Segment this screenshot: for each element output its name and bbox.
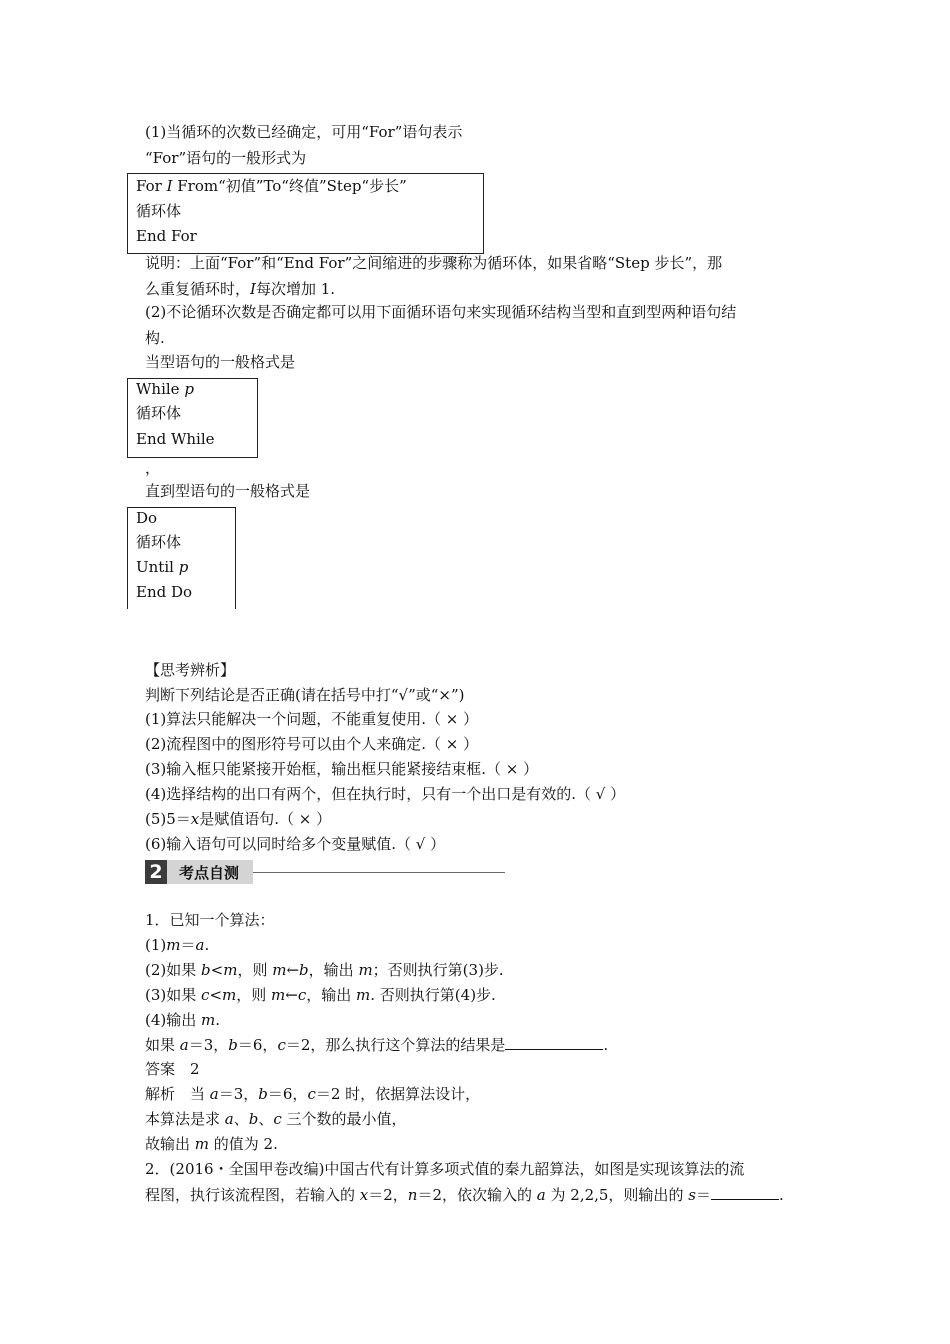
until-code-line-3: Until p <box>136 558 189 576</box>
for-code-line-1: For I From“初值”To“终值”Step“步长” <box>136 177 407 195</box>
answer-blank[interactable] <box>505 1034 603 1050</box>
think-item-2: (2)流程图中的图形符号可以由个人来确定.（ × ） <box>145 735 479 753</box>
q2-answer-blank[interactable] <box>711 1184 779 1200</box>
think-item-4: (4)选择结构的出口有两个，但在执行时，只有一个出口是有效的.（ √ ） <box>145 785 626 803</box>
while-code-line-2: 循环体 <box>136 404 182 422</box>
while-code-line-3: End While <box>136 430 215 448</box>
for-form-label: “For”语句的一般形式为 <box>145 149 307 167</box>
until-code-box <box>127 507 236 609</box>
while-intro: 当型语句的一般格式是 <box>145 353 296 371</box>
until-intro: 直到型语句的一般格式是 <box>145 482 311 500</box>
section-rule <box>253 872 505 873</box>
think-item-5: (5)5＝x是赋值语句.（ × ） <box>145 810 332 828</box>
for-note-line-2: 么重复循环时，I每次增加 1. <box>145 280 336 298</box>
q1-analysis-2: 本算法是求 a、b、c 三个数的最小值， <box>145 1110 407 1128</box>
for-code-line-2: 循环体 <box>136 202 182 220</box>
section-title: 考点自测 <box>167 860 253 884</box>
until-code-line-2: 循环体 <box>136 533 182 551</box>
q1-step-1: (1)m＝a. <box>145 936 210 954</box>
for-note-line-1: 说明：上面“For”和“End For”之间缩进的步骤称为循环体，如果省略“Step 步长”，那 <box>145 254 723 272</box>
q1-answer: 答案 2 <box>145 1060 200 1078</box>
until-code-line-1: Do <box>136 509 158 527</box>
loop-types-line-1: (2)不论循环次数是否确定都可以用下面循环语句来实现循环结构当型和直到型两种语句结 <box>145 303 737 321</box>
think-instruction: 判断下列结论是否正确(请在括号中打“√”或“×”) <box>145 686 465 704</box>
think-heading: 【思考辨析】 <box>145 661 236 679</box>
q1-analysis-1: 解析 当 a＝3，b＝6，c＝2 时，依据算法设计， <box>145 1085 481 1103</box>
for-intro: (1)当循环的次数已经确定，可用“For”语句表示 <box>145 123 463 141</box>
q2-line-1: 2．(2016・全国甲卷改编)中国古代有计算多项式值的秦九韶算法，如图是实现该算法的流 <box>145 1160 745 1178</box>
think-item-3: (3)输入框只能紧接开始框，输出框只能紧接结束框.（ × ） <box>145 760 539 778</box>
q1-step-2: (2)如果 b<m，则 m←b，输出 m；否则执行第(3)步. <box>145 961 504 979</box>
while-code-line-1: While p <box>136 380 194 398</box>
think-item-1: (1)算法只能解决一个问题，不能重复使用.（ × ） <box>145 710 479 728</box>
q1-condition: 如果 a＝3，b＝6，c＝2，那么执行这个算法的结果是 . <box>145 1036 609 1054</box>
q1-step-4: (4)输出 m. <box>145 1011 221 1029</box>
q2-line-2: 程图，执行该流程图，若输入的 x＝2，n＝2，依次输入的 a 为 2,2,5，则输出的 s＝ . <box>145 1186 784 1204</box>
q1-title: 1．已知一个算法： <box>145 911 275 929</box>
q1-step-3: (3)如果 c<m，则 m←c，输出 m. 否则执行第(4)步. <box>145 986 496 1004</box>
section-tag <box>145 860 505 884</box>
q1-analysis-3: 故输出 m 的值为 2. <box>145 1135 278 1153</box>
for-code-box <box>127 173 484 254</box>
while-code-box <box>127 378 258 458</box>
for-code-line-3: End For <box>136 227 197 245</box>
think-item-6: (6)输入语句可以同时给多个变量赋值.（ √ ） <box>145 835 446 853</box>
section-number: 2 <box>145 860 167 884</box>
until-code-line-4: End Do <box>136 583 193 601</box>
comma: ， <box>145 459 161 477</box>
loop-types-line-2: 构. <box>145 329 165 347</box>
